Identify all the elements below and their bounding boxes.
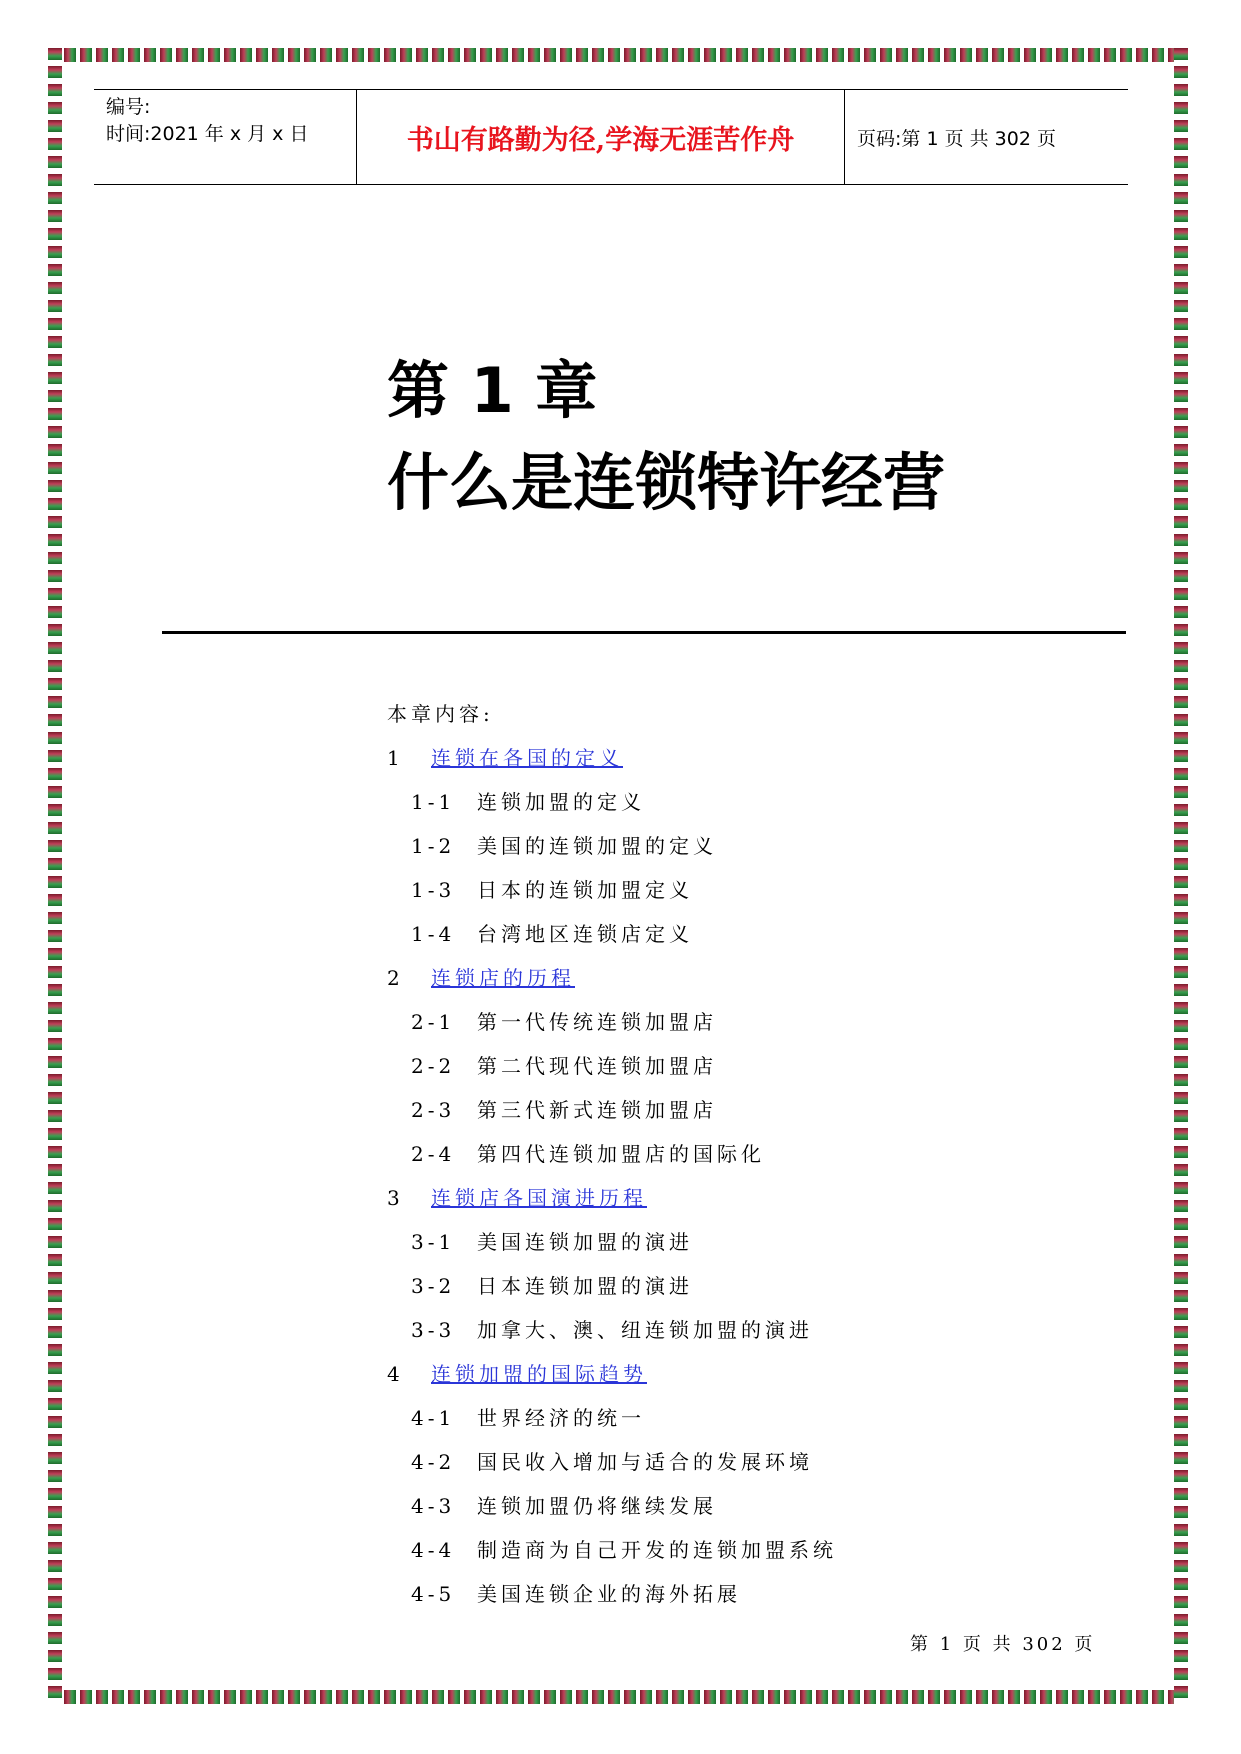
toc-item-number: 2-3 (411, 1098, 456, 1122)
toc-section-link[interactable]: 连锁店各国演进历程 (431, 1186, 647, 1210)
toc-item-title: 第一代传统连锁加盟店 (477, 1010, 717, 1034)
toc-item-title: 日本连锁加盟的演进 (477, 1274, 693, 1298)
toc-item (387, 1396, 837, 1440)
chapter-title (387, 345, 945, 529)
toc-item-number: 4-2 (411, 1450, 456, 1474)
chapter-name: 什么是连锁特许经营 (387, 446, 946, 519)
toc-item-title: 第三代新式连锁加盟店 (477, 1098, 717, 1122)
number-label: 编号: (106, 96, 151, 118)
toc-item-title: 连锁加盟仍将继续发展 (477, 1494, 717, 1518)
toc-item-title: 第四代连锁加盟店的国际化 (477, 1142, 765, 1166)
page-label: 页码:第 1 页 共 302 页 (857, 127, 1056, 150)
toc-item-title: 制造商为自己开发的连锁加盟系统 (477, 1538, 837, 1562)
decorative-border-top (48, 48, 1188, 62)
title-divider (162, 631, 1126, 634)
toc-item-title: 日本的连锁加盟定义 (477, 878, 693, 902)
toc-item-title: 美国的连锁加盟的定义 (477, 834, 717, 858)
toc-section-number: 2 (387, 966, 404, 990)
toc-item-number: 1-3 (411, 878, 456, 902)
toc-item (387, 1000, 837, 1044)
chapter-number: 第 1 章 (387, 354, 598, 427)
toc-item-title: 美国连锁企业的海外拓展 (477, 1582, 741, 1606)
toc-item-title: 加拿大、澳、纽连锁加盟的演进 (477, 1318, 813, 1342)
toc-item (387, 1572, 837, 1616)
toc-item-number: 2-1 (411, 1010, 456, 1034)
toc-section-link[interactable]: 连锁在各国的定义 (431, 746, 623, 770)
toc-item-title: 美国连锁加盟的演进 (477, 1230, 693, 1254)
toc-item-number: 4-3 (411, 1494, 456, 1518)
page-footer: 第 1 页 共 302 页 (910, 1634, 1096, 1655)
toc-item (387, 1528, 837, 1572)
toc-item-number: 1-2 (411, 834, 456, 858)
toc-item (387, 1264, 837, 1308)
toc-section-number: 3 (387, 1186, 404, 1210)
header-motto-cell (357, 90, 845, 184)
toc-item (387, 912, 837, 956)
toc-section-link[interactable]: 连锁加盟的国际趋势 (431, 1362, 647, 1386)
toc-item-number: 2-4 (411, 1142, 456, 1166)
toc-item-number: 4-5 (411, 1582, 456, 1606)
toc-item-number: 1-1 (411, 790, 456, 814)
decorative-border-bottom (48, 1690, 1188, 1704)
toc-item (387, 1440, 837, 1484)
toc-item-number: 4-4 (411, 1538, 456, 1562)
toc-section (387, 1352, 837, 1396)
toc-item-title: 世界经济的统一 (477, 1406, 645, 1430)
toc-item (387, 868, 837, 912)
toc-item-number: 3-3 (411, 1318, 456, 1342)
header-info-cell (94, 90, 357, 184)
toc-item-number: 3-1 (411, 1230, 456, 1254)
toc-item-title: 第二代现代连锁加盟店 (477, 1054, 717, 1078)
toc-item (387, 1484, 837, 1528)
document-header (94, 89, 1128, 185)
motto-text: 书山有路勤为径,学海无涯苦作舟 (406, 124, 795, 156)
toc-body (387, 736, 837, 1616)
toc-item (387, 1220, 837, 1264)
toc-item-number: 4-1 (411, 1406, 456, 1430)
toc-section (387, 1176, 837, 1220)
toc-section-number: 4 (387, 1362, 404, 1386)
decorative-border-right (1174, 48, 1188, 1704)
toc-item-title: 国民收入增加与适合的发展环境 (477, 1450, 813, 1474)
toc-item (387, 824, 837, 868)
toc-item (387, 1088, 837, 1132)
toc-section (387, 736, 837, 780)
toc-item-number: 1-4 (411, 922, 456, 946)
header-page-cell (845, 90, 1128, 184)
toc-item (387, 780, 837, 824)
toc-item-number: 2-2 (411, 1054, 456, 1078)
toc-section-number: 1 (387, 746, 404, 770)
table-of-contents (387, 692, 837, 1616)
toc-item-title: 台湾地区连锁店定义 (477, 922, 693, 946)
toc-item (387, 1044, 837, 1088)
toc-section-link[interactable]: 连锁店的历程 (431, 966, 575, 990)
decorative-border-left (48, 48, 62, 1704)
toc-section (387, 956, 837, 1000)
toc-item-number: 3-2 (411, 1274, 456, 1298)
toc-item (387, 1308, 837, 1352)
toc-item (387, 1132, 837, 1176)
toc-intro: 本章内容: (387, 702, 494, 726)
toc-item-title: 连锁加盟的定义 (477, 790, 645, 814)
date-label: 时间:2021 年 x 月 x 日 (106, 123, 309, 145)
